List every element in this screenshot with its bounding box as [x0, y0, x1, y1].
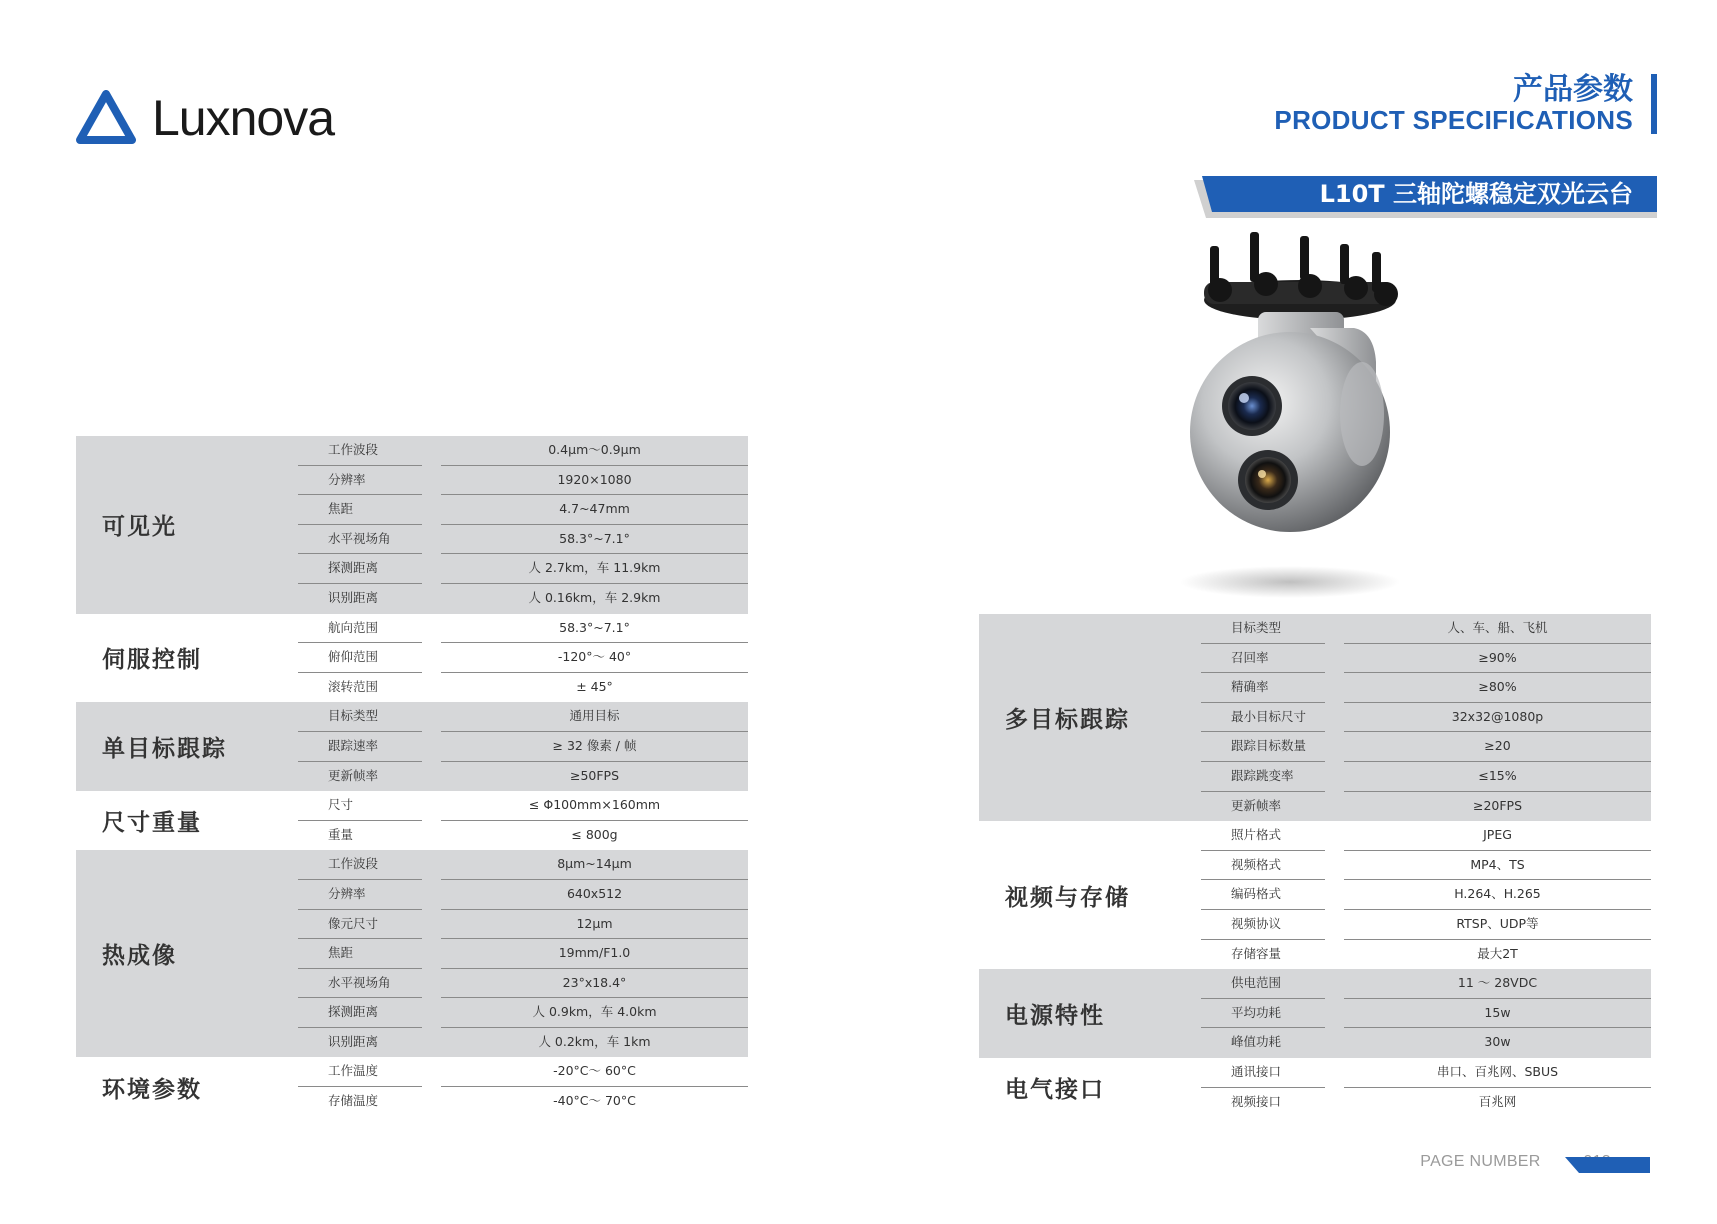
spec-label-text: 更新帧率 [1231, 797, 1282, 813]
spec-value: 4.7~47mm [441, 495, 748, 525]
spec-group-title: 视频与存储 [1005, 884, 1130, 911]
spec-label [1201, 673, 1325, 703]
spec-group-title: 伺服控制 [102, 647, 202, 674]
spec-value: ≤15% [1344, 762, 1651, 792]
spec-label [1201, 644, 1325, 674]
spec-label-text: 照片格式 [1231, 827, 1282, 843]
spec-label-text: 目标类型 [1231, 620, 1282, 635]
spec-label-text: 精确率 [1231, 679, 1269, 695]
spec-label-text: 工作温度 [328, 1063, 379, 1079]
spec-group [76, 791, 748, 850]
spec-label-text: 探测距离 [328, 1004, 379, 1020]
spec-label [298, 673, 422, 703]
spec-value: 1920×1080 [441, 466, 748, 496]
spec-label [298, 1028, 422, 1058]
spec-group-title: 单目标跟踪 [102, 736, 227, 763]
spec-value: JPEG [1344, 821, 1651, 851]
spec-label [298, 969, 422, 999]
spec-label [1201, 614, 1325, 644]
spec-value: -120°～ 40° [441, 643, 748, 673]
spec-label-text: 召回率 [1231, 649, 1269, 665]
spec-label-text: 重量 [328, 826, 354, 842]
spec-label [1201, 969, 1325, 999]
spec-value: 人 0.9km，车 4.0km [441, 998, 748, 1028]
spec-label [1201, 940, 1325, 970]
spec-group [979, 821, 1651, 969]
spec-group [76, 702, 748, 791]
spec-row [76, 1087, 748, 1117]
spec-label [298, 1087, 422, 1117]
product-name: L10T 三轴陀螺稳定双光云台 [1319, 180, 1633, 208]
spec-label-text: 尺寸 [328, 797, 354, 813]
spec-value: 15w [1344, 999, 1651, 1029]
spec-value: 人 0.16km，车 2.9km [528, 589, 661, 605]
spec-table-left [76, 436, 748, 1117]
spec-value: 32x32@1080p [1344, 703, 1651, 733]
spec-label [1201, 703, 1325, 733]
spec-row [76, 673, 748, 703]
header-title-cn: 产品参数 [1513, 72, 1633, 107]
spec-value: 百兆网 [1478, 1093, 1517, 1109]
spec-label-text: 分辨率 [328, 471, 366, 487]
spec-label-text: 像元尺寸 [328, 915, 379, 931]
spec-label-text: 滚转范围 [328, 678, 379, 694]
spec-label-text: 俯仰范围 [328, 649, 379, 665]
spec-value: ≥ 32 像素 / 帧 [441, 732, 748, 762]
spec-row [979, 999, 1651, 1029]
spec-label-text: 工作波段 [328, 856, 379, 872]
spec-row [979, 821, 1651, 851]
spec-row [979, 703, 1651, 733]
spec-label-text: 视频接口 [1231, 1093, 1282, 1109]
spec-label [298, 821, 422, 851]
spec-label [298, 880, 422, 910]
spec-value: 58.3°~7.1° [441, 614, 748, 644]
spec-label [298, 791, 422, 821]
spec-value: 人、车、船、飞机 [1344, 614, 1651, 644]
spec-value: 58.3°~7.1° [441, 525, 748, 555]
spec-label [298, 643, 422, 673]
spec-value: -40°C～ 70°C [553, 1093, 636, 1109]
spec-label [1201, 1058, 1325, 1088]
spec-row [76, 1028, 748, 1058]
spec-value: ± 45° [576, 678, 613, 694]
spec-label [1201, 880, 1325, 910]
spec-label-text: 工作波段 [328, 442, 379, 457]
spec-row [76, 466, 748, 496]
spec-row [76, 880, 748, 910]
spec-row [979, 792, 1651, 822]
spec-label-text: 识别距离 [328, 1033, 379, 1049]
spec-label-text: 焦距 [328, 501, 354, 517]
spec-group-title: 多目标跟踪 [1005, 707, 1130, 734]
spec-row [76, 969, 748, 999]
spec-label [1201, 821, 1325, 851]
spec-label-text: 探测距离 [328, 560, 379, 576]
spec-value: 30w [1484, 1034, 1511, 1050]
spec-value: ≤ 800g [571, 826, 618, 842]
spec-value: -20°C～ 60°C [441, 1057, 748, 1087]
spec-row [76, 702, 748, 732]
spec-group-title: 热成像 [102, 943, 177, 970]
spec-value: MP4、TS [1344, 851, 1651, 881]
spec-label [298, 1057, 422, 1087]
spec-group-title: 尺寸重量 [102, 810, 202, 837]
spec-label [1201, 910, 1325, 940]
spec-value: 人 2.7km，车 11.9km [441, 554, 748, 584]
spec-row [76, 495, 748, 525]
spec-table-right [979, 614, 1651, 1117]
spec-label [298, 998, 422, 1028]
brand-name: Luxnova [152, 90, 335, 146]
spec-group [76, 1057, 748, 1116]
spec-label-text: 分辨率 [328, 885, 366, 901]
spec-label [1201, 1088, 1325, 1118]
spec-value: 串口、百兆网、SBUS [1344, 1058, 1651, 1088]
spec-row [76, 554, 748, 584]
spec-label-text: 存储容量 [1231, 945, 1282, 961]
spec-value: 通用目标 [441, 702, 748, 732]
spec-row [979, 644, 1651, 674]
spec-row [979, 614, 1651, 644]
spec-value: ≤ Φ100mm×160mm [441, 791, 748, 821]
spec-value: ≥90% [1344, 644, 1651, 674]
header-title-en: PRODUCT SPECIFICATIONS [1274, 105, 1633, 135]
spec-label [298, 939, 422, 969]
spec-group [76, 614, 748, 703]
spec-value: 8μm~14μm [441, 850, 748, 880]
spec-group [76, 850, 748, 1057]
spec-row [979, 1028, 1651, 1058]
spec-label-text: 焦距 [328, 945, 354, 961]
spec-label [298, 554, 422, 584]
spec-label-text: 编码格式 [1231, 886, 1282, 902]
spec-label-text: 目标类型 [328, 708, 379, 724]
spec-row [76, 939, 748, 969]
spec-group [979, 614, 1651, 821]
spec-row [76, 998, 748, 1028]
spec-label-text: 视频格式 [1231, 856, 1282, 872]
spec-row [76, 1057, 748, 1087]
spec-group-title: 可见光 [102, 514, 177, 541]
spec-value: 640x512 [441, 880, 748, 910]
gimbal-camera-illustration [1150, 232, 1470, 612]
footer-accent-bar [1565, 1157, 1650, 1173]
spec-label [1201, 999, 1325, 1029]
spec-value: ≥50FPS [569, 767, 620, 783]
spec-label [298, 495, 422, 525]
spec-label [1201, 792, 1325, 822]
brand-logo [76, 88, 334, 148]
spec-group [76, 436, 748, 614]
spec-label [1201, 732, 1325, 762]
spec-label-text: 存储温度 [328, 1093, 379, 1109]
spec-label [298, 732, 422, 762]
product-name-banner [1194, 176, 1657, 218]
spec-label [298, 584, 422, 614]
spec-row [979, 732, 1651, 762]
spec-label [298, 525, 422, 555]
spec-row [76, 643, 748, 673]
spec-label [1201, 851, 1325, 881]
spec-label-text: 通讯接口 [1231, 1063, 1282, 1079]
spec-row [979, 1058, 1651, 1088]
spec-label [1201, 762, 1325, 792]
spec-label-text: 航向范围 [328, 619, 379, 635]
spec-label-text: 更新帧率 [328, 767, 379, 783]
spec-value: 人 0.2km，车 1km [538, 1033, 651, 1049]
spec-label-text: 最小目标尺寸 [1231, 708, 1307, 724]
spec-row [76, 525, 748, 555]
spec-value: 11 ～ 28VDC [1344, 969, 1651, 999]
spec-group-title: 环境参数 [102, 1076, 202, 1103]
spec-label-text: 水平视场角 [328, 974, 391, 990]
spec-label-text: 跟踪速率 [328, 737, 379, 753]
spec-label [298, 850, 422, 880]
spec-row [76, 821, 748, 851]
spec-value: ≥20FPS [1472, 797, 1523, 813]
spec-row [979, 940, 1651, 970]
spec-row [979, 673, 1651, 703]
spec-value: 12μm [441, 910, 748, 940]
spec-label [298, 702, 422, 732]
spec-row [979, 969, 1651, 999]
product-image [1150, 232, 1470, 612]
spec-label [1201, 1028, 1325, 1058]
spec-row [979, 880, 1651, 910]
spec-group-title: 电源特性 [1005, 1003, 1105, 1030]
spec-value: 0.4μm～0.9μm [441, 436, 748, 466]
spec-label-text: 识别距离 [328, 589, 379, 605]
spec-row [979, 1088, 1651, 1118]
section-header [1274, 74, 1657, 134]
spec-value: ≥20 [1344, 732, 1651, 762]
spec-row [979, 762, 1651, 792]
spec-value: ≥80% [1344, 673, 1651, 703]
spec-label [298, 910, 422, 940]
spec-label [298, 614, 422, 644]
spec-label [298, 436, 422, 466]
spec-label [298, 762, 422, 792]
spec-row [76, 762, 748, 792]
spec-row [76, 910, 748, 940]
spec-row [979, 910, 1651, 940]
spec-row [76, 584, 748, 614]
spec-row [76, 850, 748, 880]
spec-label-text: 峰值功耗 [1231, 1034, 1282, 1050]
spec-row [76, 614, 748, 644]
spec-label-text: 跟踪目标数量 [1231, 738, 1307, 754]
spec-row [76, 436, 748, 466]
spec-label-text: 供电范围 [1231, 975, 1282, 991]
spec-label-text: 水平视场角 [328, 530, 391, 546]
spec-label [298, 466, 422, 496]
spec-value: 23°x18.4° [441, 969, 748, 999]
spec-value: 19mm/F1.0 [441, 939, 748, 969]
spec-group [979, 1058, 1651, 1117]
spec-value: 最大2T [1477, 945, 1518, 961]
spec-value: H.264、H.265 [1344, 880, 1651, 910]
spec-label-text: 平均功耗 [1231, 1004, 1282, 1020]
spec-row [76, 732, 748, 762]
spec-label-text: 跟踪跳变率 [1231, 767, 1294, 783]
spec-row [979, 851, 1651, 881]
luxnova-logo-icon [76, 90, 136, 146]
spec-group [979, 969, 1651, 1058]
spec-row [76, 791, 748, 821]
page-number-label: PAGE NUMBER [1420, 1153, 1541, 1170]
spec-group-title: 电气接口 [1005, 1077, 1105, 1103]
spec-label-text: 视频协议 [1231, 915, 1282, 931]
spec-value: RTSP、UDP等 [1344, 910, 1651, 940]
